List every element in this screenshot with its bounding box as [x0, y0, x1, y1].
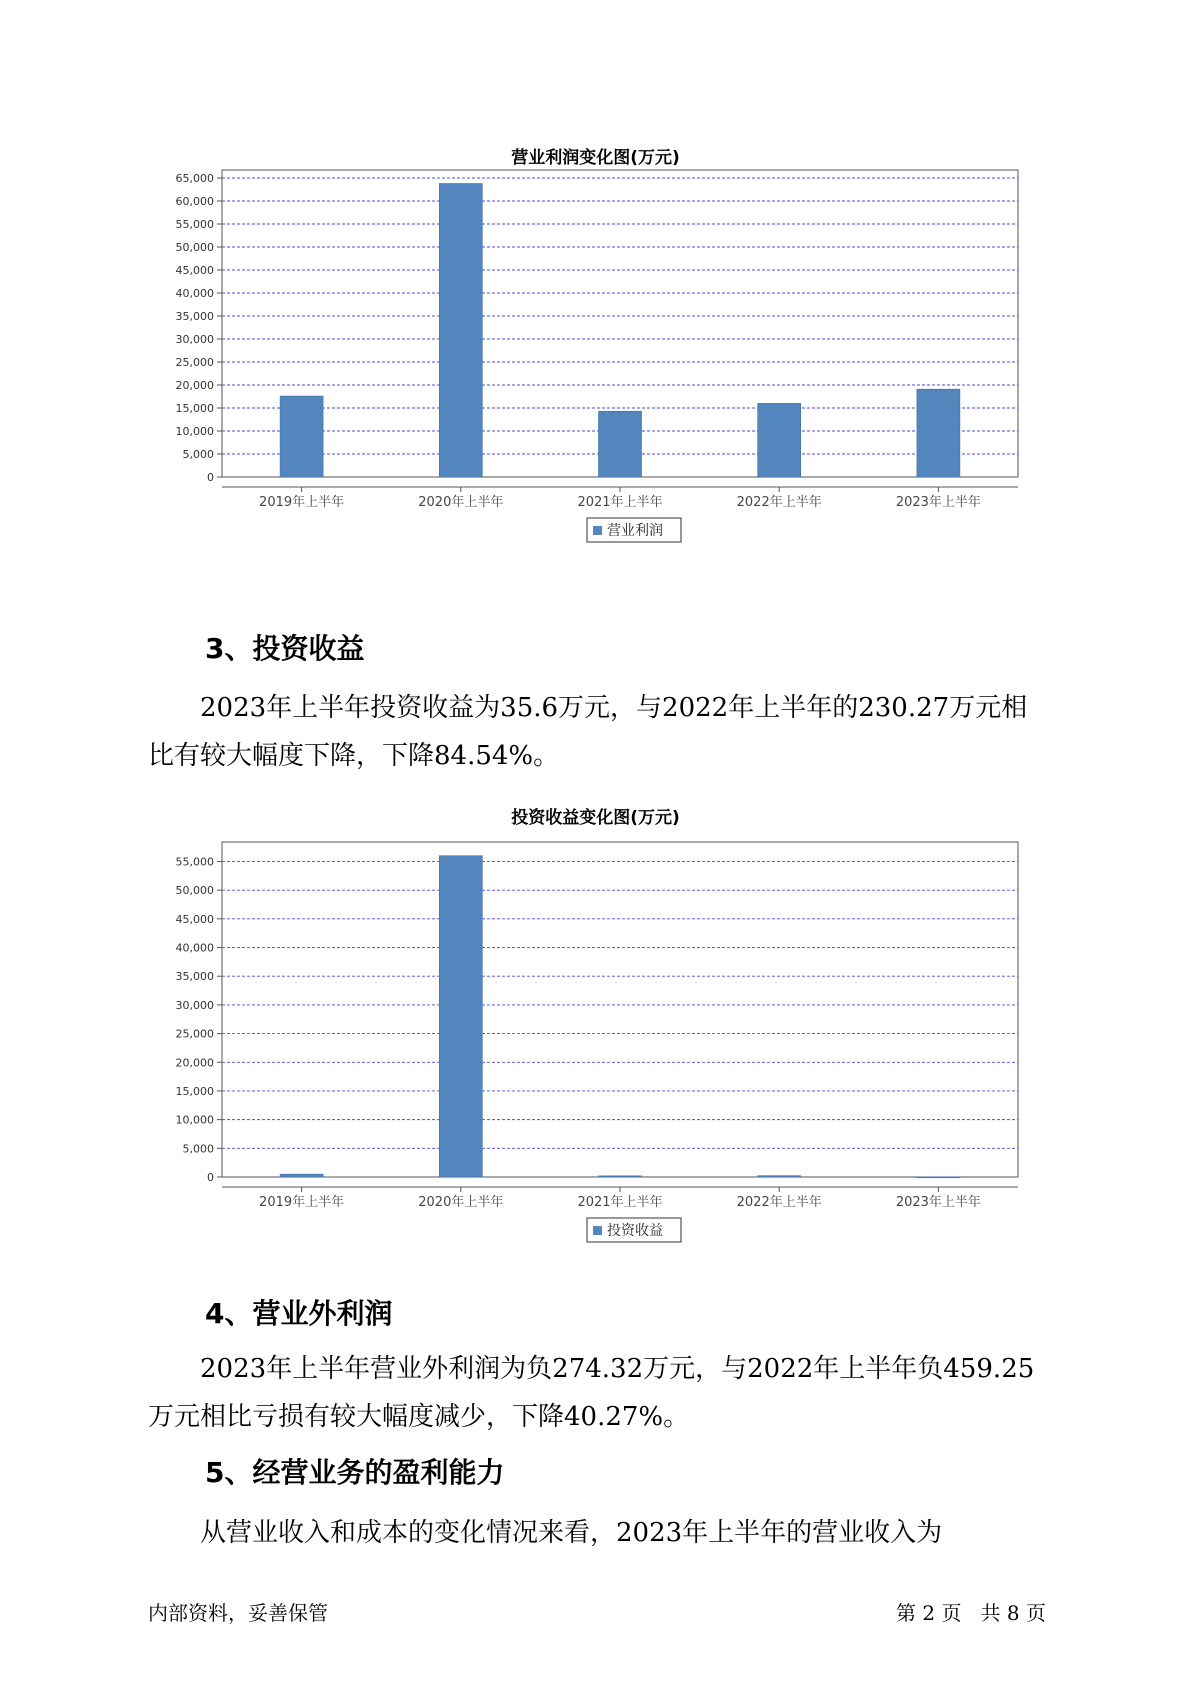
y-tick-label: 55,000	[175, 218, 214, 231]
y-tick-label: 40,000	[175, 287, 214, 300]
bar	[758, 1176, 801, 1177]
y-tick-label: 20,000	[175, 1056, 214, 1070]
y-tick-label: 25,000	[175, 356, 214, 369]
bar-chart-investment-income	[0, 820, 1191, 1250]
chart-title-operating-profit: 营业利润变化图(万元)	[511, 148, 680, 168]
bar	[439, 856, 482, 1177]
bar-chart-operating-profit	[0, 160, 1191, 580]
x-tick-label: 2019年上半年	[259, 495, 345, 510]
bar	[280, 1174, 323, 1177]
y-tick-label: 45,000	[175, 912, 214, 926]
x-tick-label: 2019年上半年	[259, 1195, 345, 1210]
paragraph-line: 万元相比亏损有较大幅度减少，下降40.27%。	[148, 1402, 690, 1432]
footer-page-number: 第 2 页 共 8 页	[896, 1601, 1046, 1625]
paragraph-line: 从营业收入和成本的变化情况来看，2023年上半年的营业收入为	[200, 1518, 943, 1548]
legend-swatch	[593, 526, 602, 535]
section-heading-investment-income: 3、投资收益	[205, 632, 365, 665]
x-tick-label: 2022年上半年	[736, 495, 822, 510]
y-tick-label: 60,000	[175, 195, 214, 208]
section-heading-non-operating-profit: 4、营业外利润	[205, 1297, 393, 1330]
y-tick-label: 50,000	[175, 884, 214, 898]
paragraph-line: 2023年上半年营业外利润为负274.32万元，与2022年上半年负459.25	[200, 1354, 1035, 1384]
bar	[280, 396, 323, 477]
y-tick-label: 5,000	[182, 448, 214, 461]
y-tick-label: 10,000	[175, 1113, 214, 1127]
x-tick-label: 2020年上半年	[418, 1195, 504, 1210]
x-tick-label: 2021年上半年	[577, 1195, 663, 1210]
x-tick-label: 2023年上半年	[895, 1195, 981, 1210]
y-tick-label: 65,000	[175, 172, 214, 185]
bar	[917, 1177, 960, 1178]
paragraph-line: 比有较大幅度下降，下降84.54%。	[148, 741, 560, 771]
y-tick-label: 35,000	[175, 310, 214, 323]
bar	[599, 1176, 642, 1177]
y-tick-label: 30,000	[175, 333, 214, 346]
y-tick-label: 30,000	[175, 998, 214, 1012]
x-tick-label: 2023年上半年	[895, 495, 981, 510]
legend-label: 投资收益	[607, 1223, 663, 1239]
y-tick-label: 20,000	[175, 379, 214, 392]
y-tick-label: 15,000	[175, 1084, 214, 1098]
paragraph-profitability	[148, 1509, 1048, 1557]
y-tick-label: 5,000	[182, 1142, 214, 1156]
bar	[599, 411, 642, 477]
bar	[917, 389, 960, 477]
bar	[758, 403, 801, 477]
x-tick-label: 2022年上半年	[736, 1195, 822, 1210]
legend	[587, 1218, 681, 1242]
bar	[439, 184, 482, 477]
y-tick-label: 0	[207, 1171, 214, 1184]
section-heading-profitability: 5、经营业务的盈利能力	[205, 1456, 505, 1489]
y-tick-label: 15,000	[175, 402, 214, 415]
plot-frame	[222, 842, 1018, 1177]
y-tick-label: 0	[207, 471, 214, 484]
legend	[587, 518, 681, 542]
y-tick-label: 55,000	[175, 855, 214, 869]
legend-swatch	[593, 1226, 602, 1235]
legend-label: 营业利润	[607, 523, 663, 539]
y-tick-label: 35,000	[175, 970, 214, 984]
paragraph-line: 2023年上半年投资收益为35.6万元，与2022年上半年的230.27万元相	[200, 693, 1028, 723]
paragraph-non-operating-profit	[148, 1345, 1048, 1441]
y-tick-label: 25,000	[175, 1027, 214, 1041]
x-tick-label: 2021年上半年	[577, 495, 663, 510]
paragraph-investment-income	[148, 684, 1048, 780]
chart-title-investment-income: 投资收益变化图(万元)	[511, 808, 680, 828]
y-tick-label: 50,000	[175, 241, 214, 254]
footer-confidential-note: 内部资料，妥善保管	[148, 1601, 328, 1625]
y-tick-label: 10,000	[175, 425, 214, 438]
y-tick-label: 40,000	[175, 941, 214, 955]
x-tick-label: 2020年上半年	[418, 495, 504, 510]
y-tick-label: 45,000	[175, 264, 214, 277]
